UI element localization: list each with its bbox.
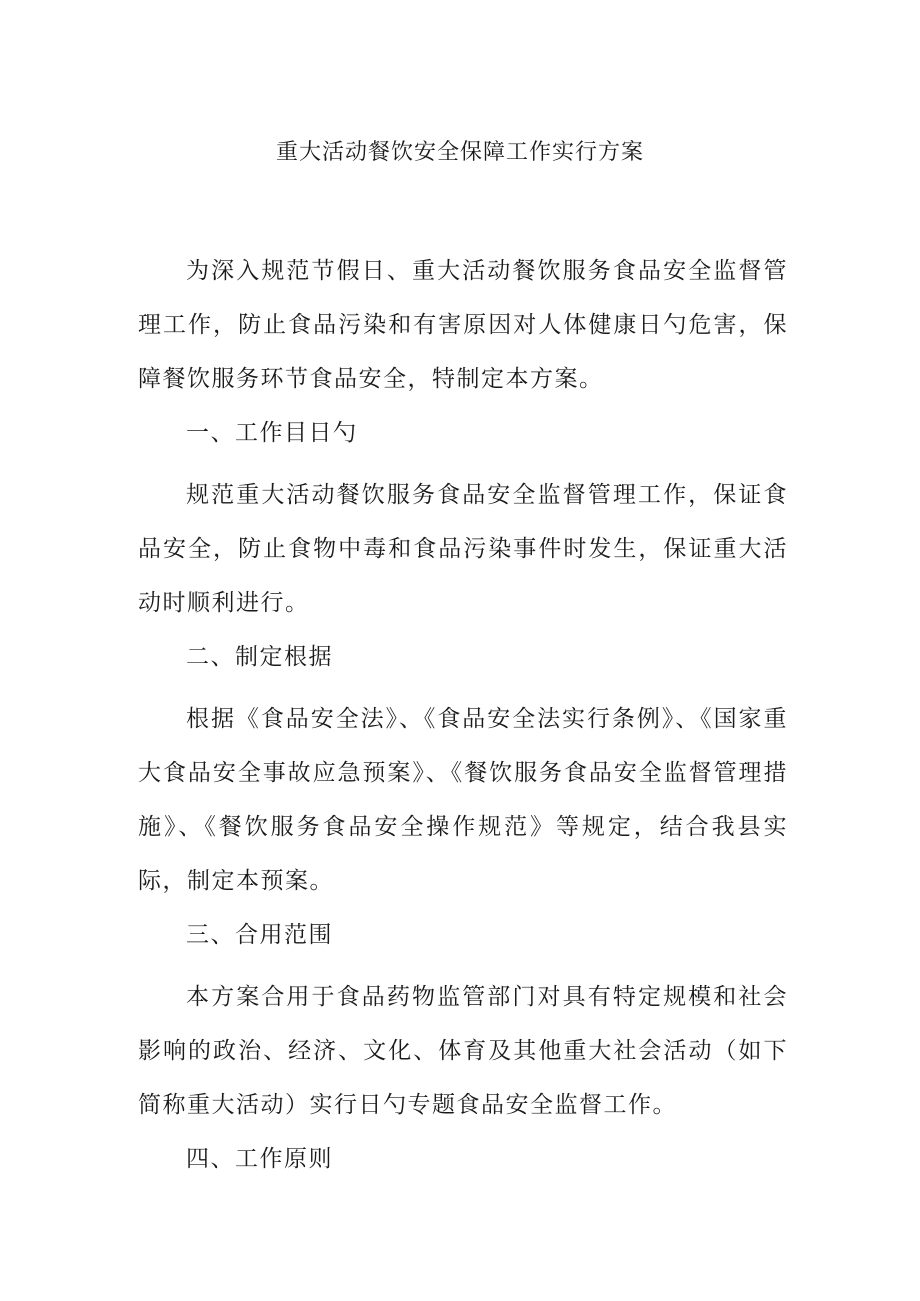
document-title: 重大活动餐饮安全保障工作实行方案 [275,140,644,165]
section-heading-scope: 三、合用范围 [186,922,333,948]
section-heading-goal: 一、工作目日勺 [186,420,358,446]
section-body-basis: 根据《食品安全法》、《食品安全法实行条例》、《国家重大食品安全事故应急预案》、《餐饮服务食品安全监督管理措施》、《餐饮服务食品安全操作规范》等规定，结合我县实际，制定本预案。 [138,706,788,894]
section-heading-principles: 四、工作原则 [186,1146,333,1172]
section-body-scope: 本方案合用于食品药物监管部门对具有特定规模和社会影响的政治、经济、文化、体育及其他重大社会活动（如下简称重大活动）实行日勺专题食品安全监督工作。 [138,984,788,1118]
section-body-goal: 规范重大活动餐饮服务食品安全监督管理工作，保证食品安全，防止食物中毒和食品污染事件时发生，保证重大活动时顺利进行。 [138,482,788,616]
intro-paragraph: 为深入规范节假日、重大活动餐饮服务食品安全监督管理工作，防止食品污染和有害原因对人体健康日勺危害，保障餐饮服务环节食品安全，特制定本方案。 [138,258,788,392]
section-heading-basis: 二、制定根据 [186,644,333,670]
